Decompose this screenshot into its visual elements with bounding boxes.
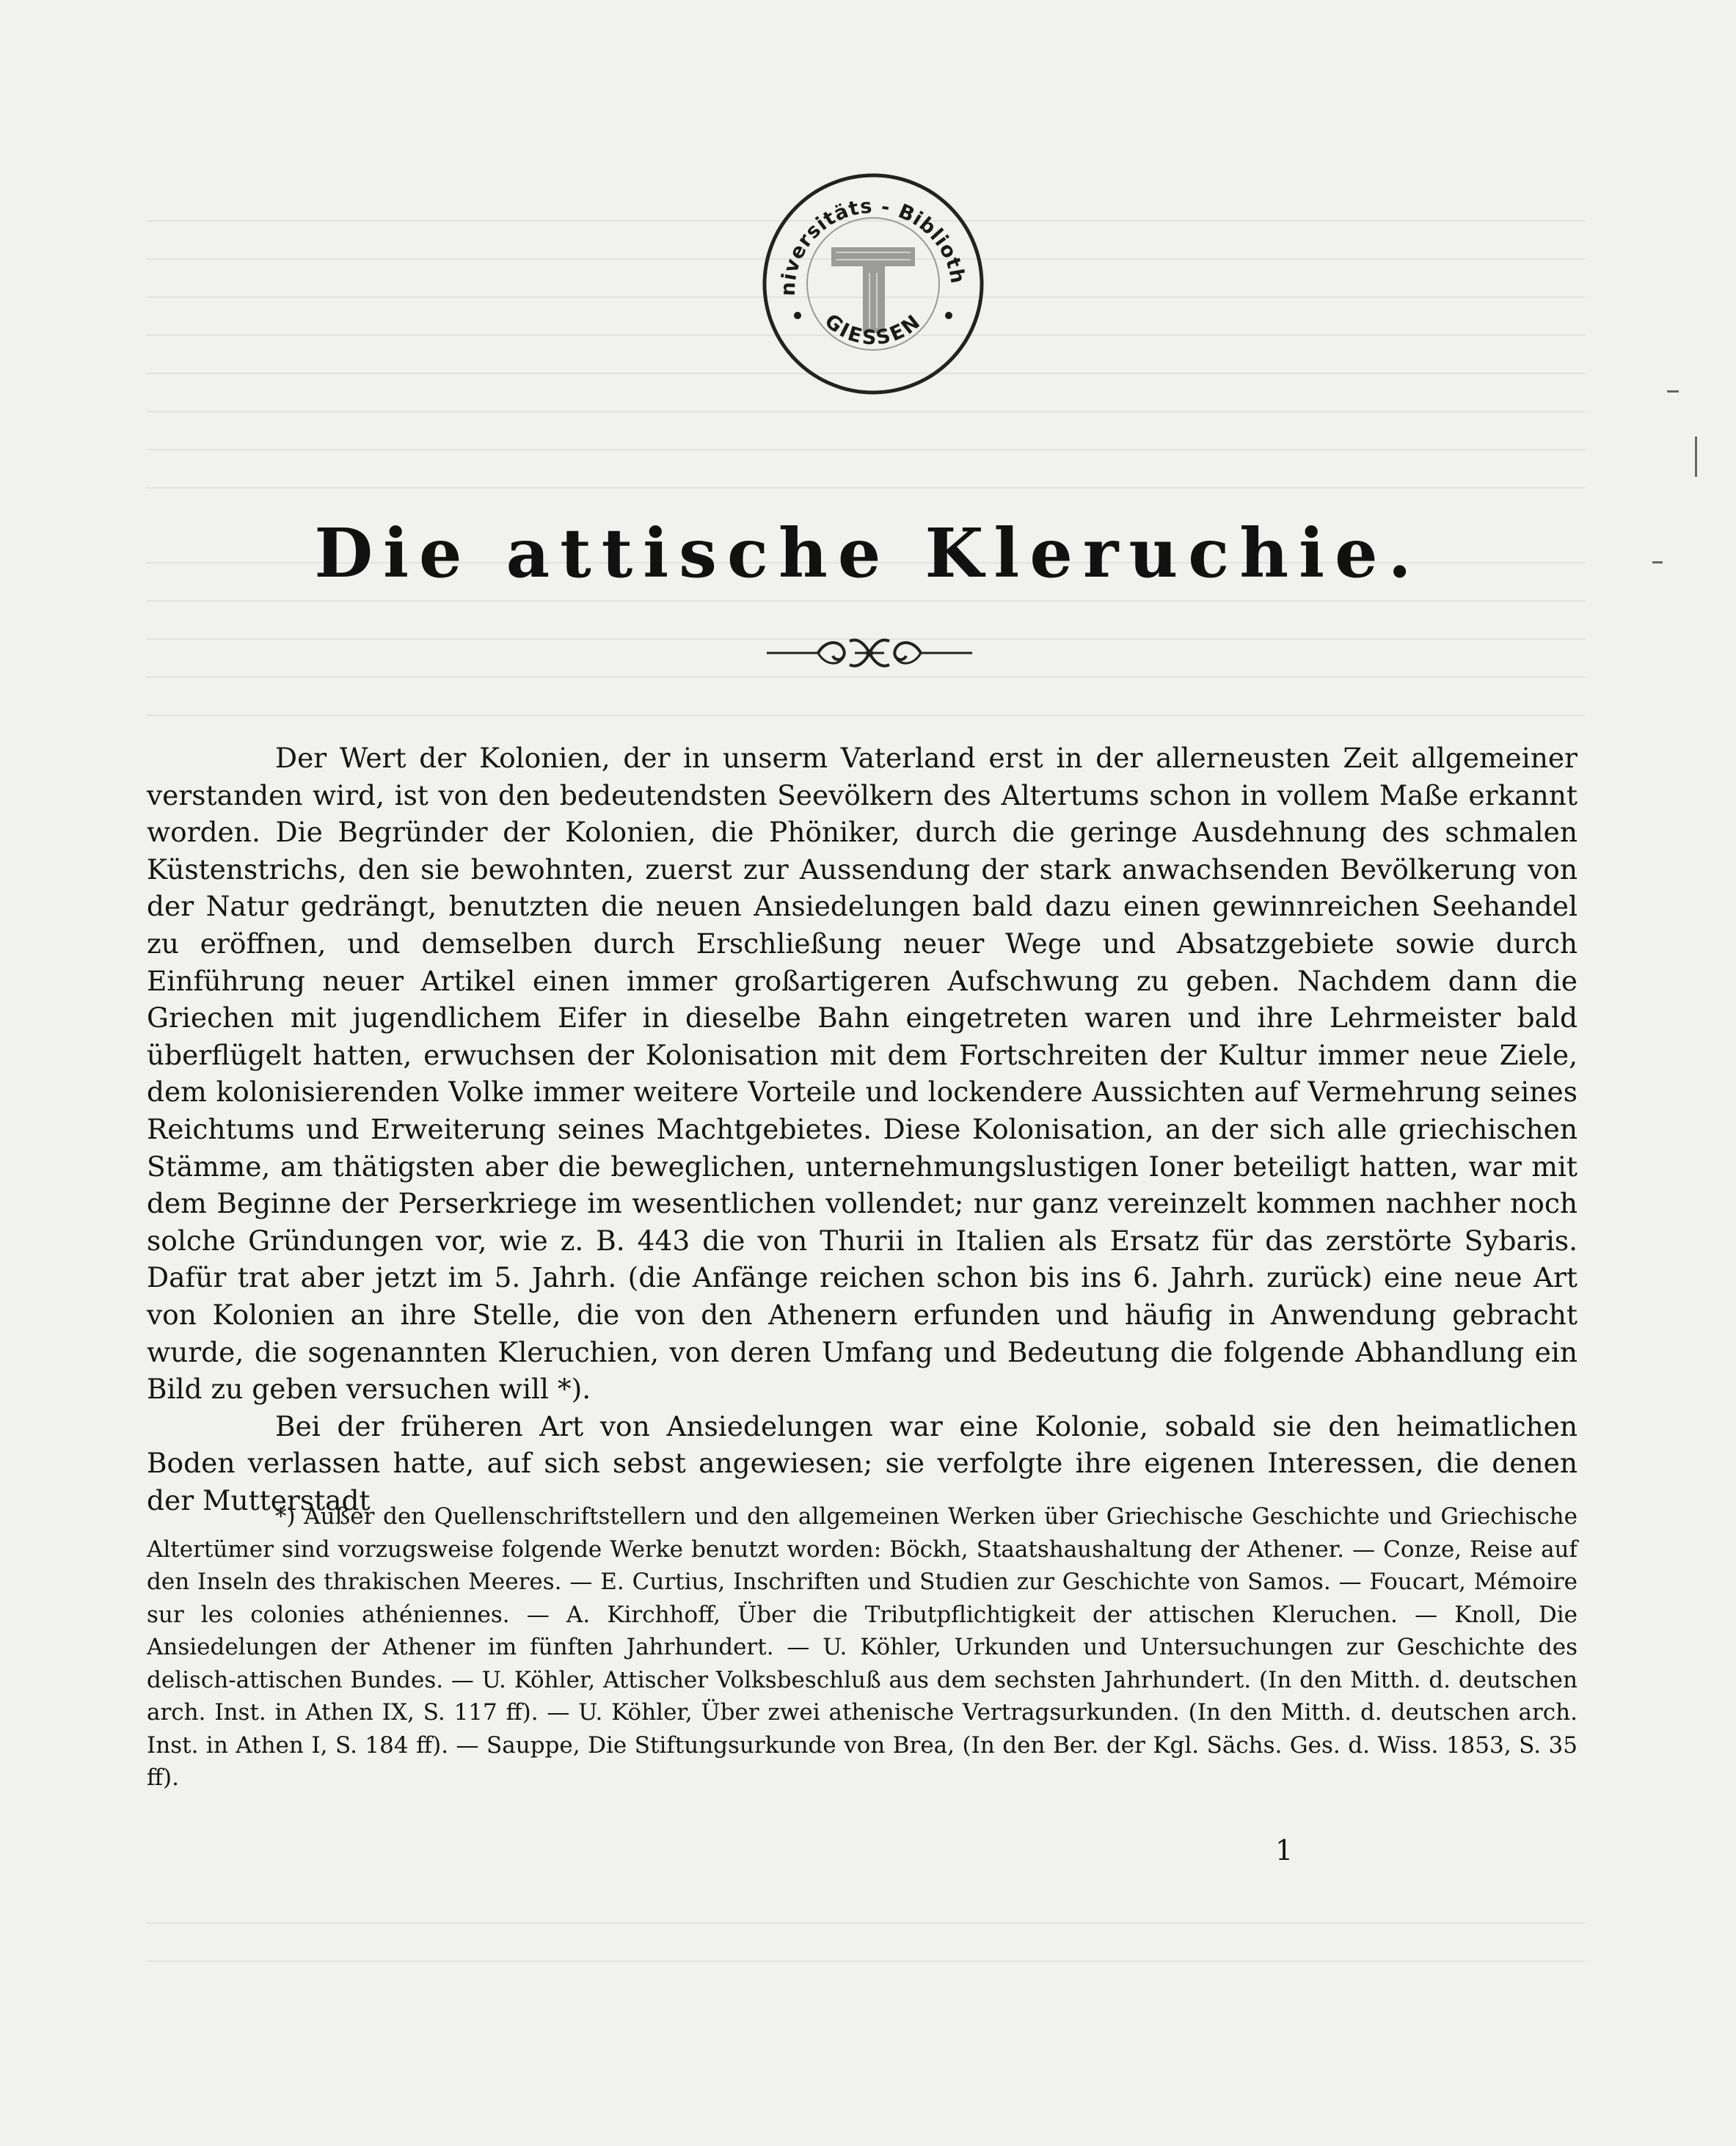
bleed-through-line xyxy=(147,715,1585,716)
library-stamp xyxy=(759,170,987,398)
margin-mark xyxy=(1695,437,1697,477)
bleed-through-line xyxy=(147,676,1585,678)
footnote-section xyxy=(147,1500,1578,1795)
bleed-through-line xyxy=(147,1960,1585,1962)
stamp-graphic xyxy=(759,170,987,398)
paragraph: Der Wert der Kolonien, der in unserm Vaterland erst in der allerneusten Zeit allgemeiner verstanden wird, ist von den bedeutendsten Seevölkern des Altertums schon in vollem Maße erkannt worden. Die Begründer der Kolonien, die Phöniker, durch die geringe Ausdehnung des schmalen Küstenstrichs, den sie bewohnten, zuerst zur Aussendung der stark anwachsenden Bevölkerung von der Natur gedrängt, benutzten die neuen Ansiedelungen bald dazu einen gewinnreichen Seehandel zu eröffnen, und demselben durch Erschließung neuer Wege und Absatzgebiete sowie durch Einführung neuer Artikel einen immer großartigeren Aufschwung zu geben. Nachdem dann die Griechen mit jugendlichem Eifer in dieselbe Bahn eingetreten waren und ihre Lehrmeister bald überflügelt hatten, erwuchsen der Kolonisation mit dem Fortschreiten der Kultur immer neue Ziele, dem kolonisierenden Volke immer weitere Vorteile und lockendere Aussichten auf Vermehrung seines Reichtums und Erweiterung seines Machtgebietes. Diese Kolonisation, an der sich alle griechischen Stämme, am thätigsten aber die beweglichen, unternehmungslustigen Ioner beteiligt hatten, war mit dem Beginne der Perserkriege im wesentlichen vollendet; nur ganz vereinzelt kommen nachher noch solche Gründungen vor, wie z. B. 443 die von Thurii in Italien als Ersatz für das zerstörte Sybaris. Dafür trat aber jetzt im 5. Jahrh. (die Anfänge reichen schon bis ins 6. Jahrh. zurück) eine neue Art von Kolonien an ihre Stelle, die von den Athenern erfunden und häufig in Anwendung gebracht wurde, die sogenannten Kleruchien, von deren Umfang und Bedeutung die folgende Abhandlung ein Bild zu geben versuchen will *). xyxy=(147,742,1578,1406)
page-title: Die attische Kleruchie. xyxy=(314,514,1422,593)
paragraph: Bei der früheren Art von Ansiedelungen war eine Kolonie, sobald sie den heimatlichen Boden verlassen hatte, auf sich sebst angewiesen; sie verfolgte ihre eigenen Interessen, die denen der Mutterstadt xyxy=(147,1409,1578,1517)
footnote: *) Außer den Quellenschriftstellern und den allgemeinen Werken über Griechische Geschichte und Griechische Altertümer sind vorzugsweise folgende Werke benutzt worden: Böckh, Staatshaushaltung der Athener. — Conze, Reise auf den Inseln des thrakischen Meeres. — E. Curtius, Inschriften und Studien zur Geschichte von Samos. — Foucart, Mémoire sur les colonies athéniennes. — A. Kirchhoff, Über die Tributpflichtigkeit der attischen Kleruchen. — Knoll, Die Ansiedelungen der Athener im fünften Jahrhundert. — U. Köhler, Urkunden und Untersuchungen zur Geschichte des delisch-attischen Bundes. — U. Köhler, Attischer Volksbeschluß aus dem sechsten Jahrhundert. (In den Mitth. d. deutschen arch. Inst. in Athen IX, S. 117 ff). — U. Köhler, Über zwei athenische Vertragsurkunden. (In den Mitth. d. deutschen arch. Inst. in Athen I, S. 184 ff). — Sauppe, Die Stiftungsurkunde von Brea, (In den Ber. der Kgl. Sächs. Ges. d. Wiss. 1853, S. 35 ff). xyxy=(147,1503,1578,1791)
stamp-dot xyxy=(794,312,801,319)
bleed-through-line xyxy=(147,1922,1585,1924)
ornament-divider xyxy=(763,631,976,675)
margin-mark xyxy=(1667,390,1679,393)
stamp-text-top: niversitäts - Biblioth xyxy=(776,194,969,296)
bleed-through-line xyxy=(147,600,1585,602)
bleed-through-line xyxy=(147,411,1585,412)
stamp-text-bottom: GIESSEN xyxy=(820,309,927,350)
body-text xyxy=(147,740,1578,1519)
stamp-dot xyxy=(945,312,952,319)
ornament-flourish-icon xyxy=(763,631,976,675)
page-number: 1 xyxy=(1275,1834,1294,1866)
bleed-through-line xyxy=(147,449,1585,450)
bleed-through-line xyxy=(147,487,1585,489)
